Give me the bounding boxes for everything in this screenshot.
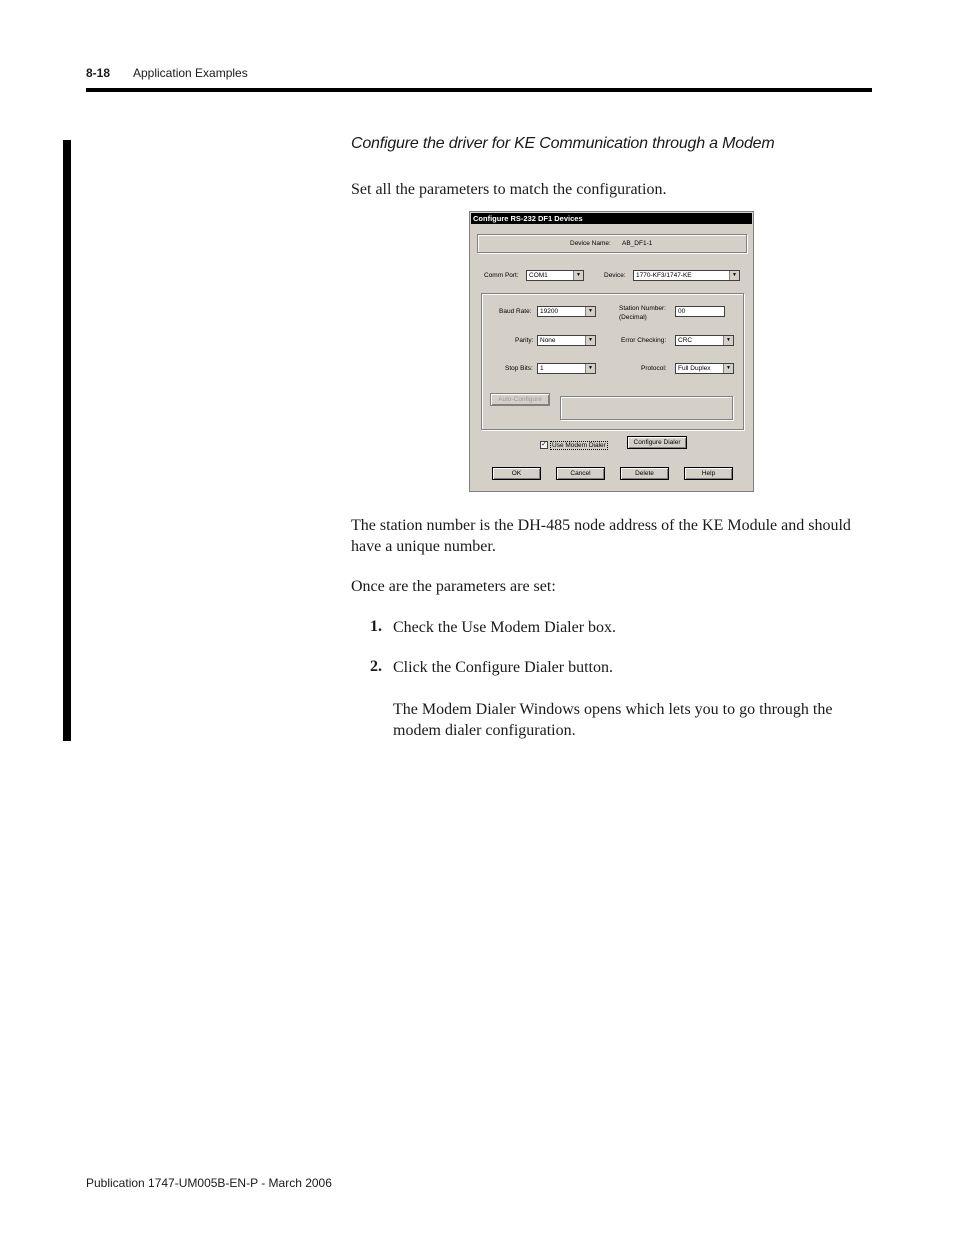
device-select[interactable] bbox=[633, 270, 740, 281]
auto-configure-button[interactable]: Auto-Configure bbox=[490, 393, 550, 406]
chapter-title: Application Examples bbox=[133, 66, 248, 80]
stop-bits-label: Stop Bits: bbox=[505, 365, 533, 372]
chevron-down-icon[interactable]: ▼ bbox=[585, 307, 595, 316]
station-number-label: Station Number: bbox=[619, 305, 666, 312]
parameters-set-paragraph: Once are the parameters are set: bbox=[351, 578, 556, 595]
baud-rate-value: 19200 bbox=[540, 308, 559, 315]
chevron-down-icon[interactable]: ▼ bbox=[723, 336, 733, 345]
comm-port-select[interactable] bbox=[526, 270, 584, 281]
chevron-down-icon[interactable]: ▼ bbox=[729, 271, 739, 280]
stop-bits-select[interactable] bbox=[537, 363, 596, 374]
baud-rate-label: Baud Rate: bbox=[499, 308, 532, 315]
section-heading: Configure the driver for KE Communication through a Modem bbox=[351, 135, 775, 152]
step-2-number: 2. bbox=[370, 658, 382, 675]
step-1-number: 1. bbox=[370, 618, 382, 635]
cancel-button[interactable]: Cancel bbox=[556, 467, 605, 480]
device-label: Device: bbox=[604, 272, 626, 279]
chevron-down-icon[interactable]: ▼ bbox=[573, 271, 583, 280]
use-modem-dialer-label[interactable]: Use Modem Dialer bbox=[552, 442, 606, 449]
device-name-label: Device Name: bbox=[570, 240, 611, 247]
use-modem-dialer-checkbox[interactable]: ✓ bbox=[541, 441, 547, 448]
protocol-select[interactable] bbox=[675, 363, 734, 374]
device-name-value: AB_DF1-1 bbox=[622, 240, 653, 247]
station-number-sublabel: (Decimal) bbox=[619, 314, 647, 321]
configure-dialer-button[interactable]: Configure Dialer bbox=[627, 436, 687, 449]
error-checking-value: CRC bbox=[678, 337, 693, 344]
chevron-down-icon[interactable]: ▼ bbox=[585, 336, 595, 345]
stop-bits-value: 1 bbox=[540, 365, 544, 372]
step-2-followup: The Modem Dialer Windows opens which lets you to go through the modem dialer configuration. bbox=[393, 701, 833, 739]
parity-label: Parity: bbox=[515, 337, 534, 344]
ok-button[interactable]: OK bbox=[492, 467, 541, 480]
intro-paragraph: Set all the parameters to match the configuration. bbox=[351, 181, 667, 198]
publication-footer: Publication 1747-UM005B-EN-P - March 2006 bbox=[86, 1176, 332, 1190]
comm-port-value: COM1 bbox=[529, 272, 548, 279]
station-number-paragraph: The station number is the DH-485 node address of the KE Module and should have a unique number. bbox=[351, 517, 851, 555]
header-rule bbox=[86, 88, 872, 92]
parity-select[interactable] bbox=[537, 335, 596, 346]
protocol-label: Protocol: bbox=[641, 365, 667, 372]
device-value: 1770-KF3/1747-KE bbox=[636, 272, 692, 279]
baud-rate-select[interactable] bbox=[537, 306, 596, 317]
help-button[interactable]: Help bbox=[684, 467, 733, 480]
protocol-value: Full Duplex bbox=[678, 365, 711, 372]
chevron-down-icon[interactable]: ▼ bbox=[723, 364, 733, 373]
chevron-down-icon[interactable]: ▼ bbox=[585, 364, 595, 373]
parity-value: None bbox=[540, 337, 556, 344]
change-bar bbox=[63, 140, 71, 741]
status-box bbox=[560, 396, 733, 420]
station-number-field[interactable]: 00 bbox=[675, 306, 725, 317]
step-1-text: Check the Use Modem Dialer box. bbox=[393, 619, 617, 636]
error-checking-label: Error Checking: bbox=[621, 337, 667, 344]
error-checking-select[interactable] bbox=[675, 335, 734, 346]
configure-rs232-dialog bbox=[469, 211, 754, 492]
step-2-text: Click the Configure Dialer button. bbox=[393, 659, 613, 676]
device-name-group bbox=[477, 234, 747, 253]
delete-button[interactable]: Delete bbox=[620, 467, 669, 480]
comm-port-label: Comm Port: bbox=[484, 272, 519, 279]
page-number: 8-18 bbox=[86, 66, 111, 80]
dialog-title-bar: Configure RS-232 DF1 Devices bbox=[471, 213, 752, 224]
